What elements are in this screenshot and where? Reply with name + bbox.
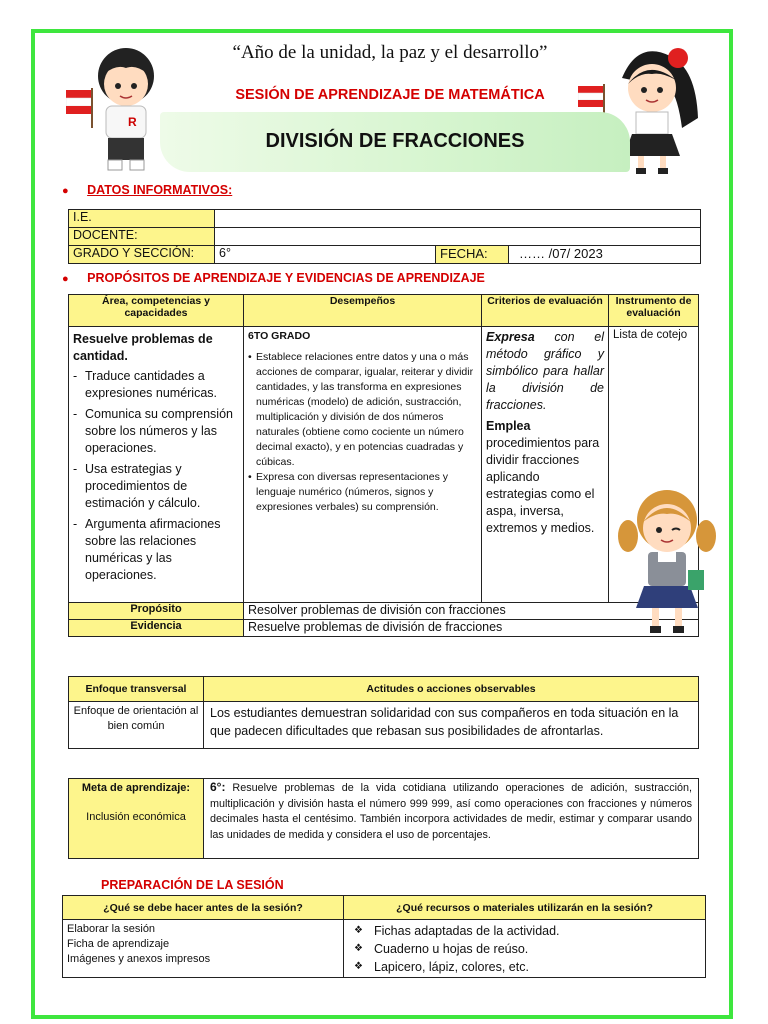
list-item: ❖ Fichas adaptadas de la actividad. xyxy=(348,922,701,940)
competencia-title: Resuelve problemas de cantidad. xyxy=(73,332,213,363)
datos-table xyxy=(68,209,701,264)
actitudes-header: Actitudes o acciones observables xyxy=(204,677,699,702)
docente-label: DOCENTE: xyxy=(69,228,215,246)
proposito-label: Propósito xyxy=(69,603,244,620)
boy-illustration xyxy=(66,38,176,178)
before-cell xyxy=(63,920,344,978)
bullet-icon: ● xyxy=(62,185,69,197)
grado-label: GRADO Y SECCIÓN: xyxy=(69,246,215,264)
bullet-icon: ● xyxy=(62,273,69,285)
meta-label: Meta de aprendizaje: xyxy=(81,782,191,794)
evidencia-value: Resuelve problemas de división de fracciones xyxy=(244,620,699,637)
docente-value xyxy=(215,228,701,246)
enfoque-name: Enfoque de orientación al bien común xyxy=(69,702,204,749)
criterios-cell xyxy=(482,327,609,603)
list-item: - Comunica su comprensión sobre los números y las operaciones. xyxy=(73,406,239,457)
enfoque-header: Enfoque transversal xyxy=(69,677,204,702)
fecha-value: …… /07/ 2023 xyxy=(509,246,701,264)
list-item: Ficha de aprendizaje xyxy=(67,938,170,950)
propositos-heading: ● PROPÓSITOS DE APRENDIZAJE Y EVIDENCIAS DE APRENDIZAJE xyxy=(62,271,485,285)
datos-heading: ● DATOS INFORMATIVOS: xyxy=(62,183,233,197)
competencia-cell xyxy=(69,327,244,603)
criterio-2: procedimientos para dividir fracciones aplicando estrategias como el aspa, inversa, extremos y medios. xyxy=(486,436,600,535)
fecha-label: FECHA: xyxy=(436,246,509,264)
list-item: Elaborar la sesión xyxy=(67,923,156,935)
ie-label: I.E. xyxy=(69,210,215,228)
ie-value xyxy=(215,210,701,228)
desempenos-list xyxy=(248,350,477,515)
actitud-text: Los estudiantes demuestran solidaridad con sus compañeros en toda situación en la que padecen dificultades que rebasan sus posibilidades de afrontarlas. xyxy=(204,702,699,749)
header-desempenos: Desempeños xyxy=(244,295,482,327)
header-instrumento: Instrumento de evaluación xyxy=(609,295,699,327)
preparacion-table xyxy=(62,895,706,978)
meta-grade: 6°: xyxy=(210,780,226,794)
propositos-table xyxy=(68,294,699,637)
instrumento-value: Lista de cotejo xyxy=(613,329,688,341)
capacidades-list xyxy=(73,368,239,584)
desempenos-cell xyxy=(244,327,482,603)
evidencia-label: Evidencia xyxy=(69,620,244,637)
meta-text: Resuelve problemas de la vida cotidiana utilizando operaciones de adición, sustracción, multiplicación y división hasta el número 999 999, así como operaciones con fracciones y números decimales hasta el centésimo. También incorpora actividades de medir, estimar y comparar usando las unidades de medida y considera el uso de porcentajes. xyxy=(210,782,692,841)
session-title: SESIÓN DE APRENDIZAJE DE MATEMÁTICA xyxy=(235,87,545,103)
before-header: ¿Qué se debe hacer antes de la sesión? xyxy=(63,896,344,920)
main-title: DIVISIÓN DE FRACCIONES xyxy=(265,130,525,152)
meta-sublabel: Inclusión económica xyxy=(86,811,186,823)
list-item: Imágenes y anexos impresos xyxy=(67,953,211,965)
materials-header: ¿Qué recursos o materiales utilizarán en la sesión? xyxy=(344,896,706,920)
meta-text-cell xyxy=(204,779,699,859)
list-item: • Expresa con diversas representaciones y lenguaje numérico (números, signos y expresiones verbales) su comprensión. xyxy=(248,470,477,515)
header-criterios: Criterios de evaluación xyxy=(482,295,609,327)
header-area: Área, competencias y capacidades xyxy=(69,295,244,327)
criterio-1: Expresa con el método gráfico y simbólico para hallar la división de fracciones. xyxy=(486,330,604,412)
svg-text:R: R xyxy=(128,115,137,129)
list-item: ❖ Cuaderno u hojas de reúso. xyxy=(348,940,701,958)
meta-label-cell xyxy=(69,779,204,859)
proposito-value: Resolver problemas de división con fracciones xyxy=(244,603,699,620)
list-item: ❖ Lapicero, lápiz, colores, etc. xyxy=(348,958,701,976)
list-item: • Establece relaciones entre datos y una o más acciones de comparar, igualar, reiterar y dividir cantidades, y las transforma en expresiones numéricas (modelo) de adición, sustracción, multiplicación y división de dos números naturales (obtiene como cociente un número decimal exacto), y en potencias cuadradas y cúbicas. xyxy=(248,350,477,470)
list-item: - Traduce cantidades a expresiones numéricas. xyxy=(73,368,239,402)
student-illustration xyxy=(614,484,720,640)
preparacion-heading: PREPARACIÓN DE LA SESIÓN xyxy=(101,878,284,892)
meta-table xyxy=(68,778,699,859)
materials-cell xyxy=(344,920,706,978)
enfoque-table xyxy=(68,676,699,749)
list-item: - Argumenta afirmaciones sobre las relaciones numéricas y las operaciones. xyxy=(73,516,239,584)
criterio-2-title: Emplea xyxy=(486,419,531,433)
list-item: - Usa estrategias y procedimientos de estimación y cálculo. xyxy=(73,461,239,512)
grado-title: 6TO GRADO xyxy=(248,330,311,342)
grado-value: 6° xyxy=(215,246,436,264)
year-motto: “Año de la unidad, la paz y el desarrollo” xyxy=(232,42,548,63)
materials-list xyxy=(348,922,701,976)
